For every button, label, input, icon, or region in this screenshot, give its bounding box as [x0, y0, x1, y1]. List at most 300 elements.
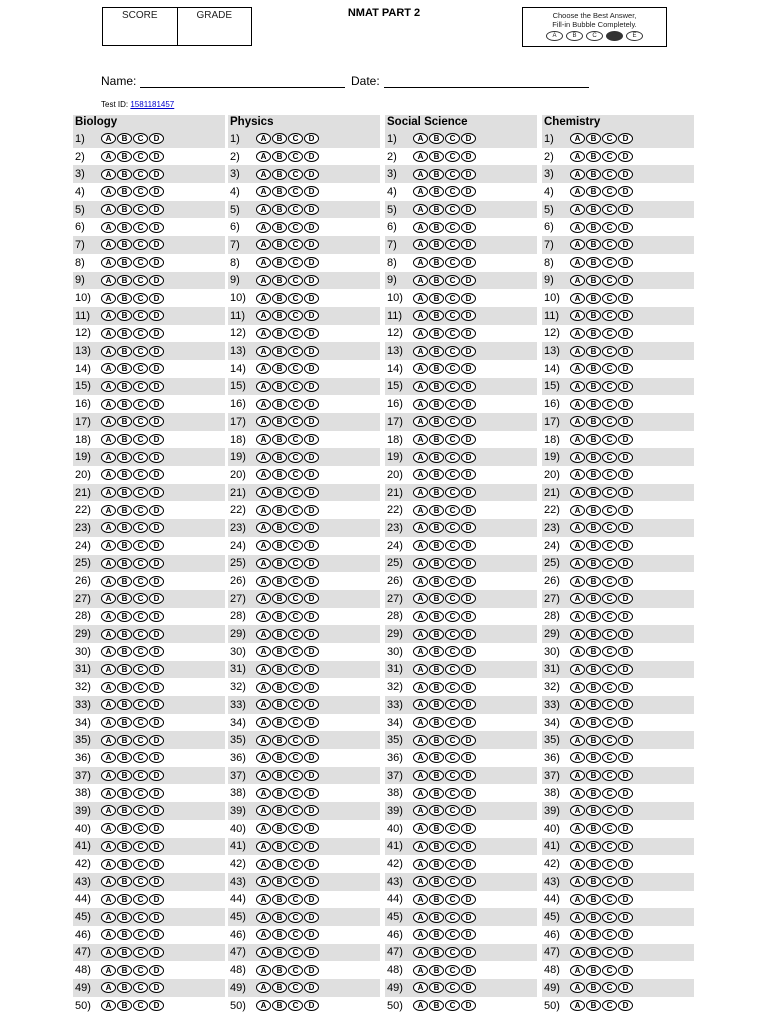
bubble-b[interactable]: B: [272, 540, 287, 551]
bubble-d[interactable]: D: [461, 664, 476, 675]
bubble-c[interactable]: C: [288, 381, 303, 392]
bubble-d[interactable]: D: [618, 576, 633, 587]
bubble-d[interactable]: D: [304, 239, 319, 250]
bubble-c[interactable]: C: [445, 169, 460, 180]
bubble-d[interactable]: D: [304, 505, 319, 516]
bubble-a[interactable]: A: [101, 699, 116, 710]
bubble-d[interactable]: D: [304, 859, 319, 870]
bubble-a[interactable]: A: [101, 293, 116, 304]
bubble-a[interactable]: A: [570, 699, 585, 710]
bubble-b[interactable]: B: [117, 487, 132, 498]
bubble-a[interactable]: A: [413, 823, 428, 834]
bubble-b[interactable]: B: [586, 982, 601, 993]
bubble-c[interactable]: C: [445, 859, 460, 870]
bubble-b[interactable]: B: [429, 522, 444, 533]
bubble-d[interactable]: D: [618, 293, 633, 304]
bubble-a[interactable]: A: [256, 770, 271, 781]
bubble-d[interactable]: D: [461, 328, 476, 339]
bubble-c[interactable]: C: [288, 169, 303, 180]
bubble-c[interactable]: C: [288, 1000, 303, 1011]
bubble-a[interactable]: A: [570, 894, 585, 905]
bubble-b[interactable]: B: [429, 717, 444, 728]
bubble-a[interactable]: A: [256, 540, 271, 551]
bubble-c[interactable]: C: [288, 699, 303, 710]
bubble-c[interactable]: C: [602, 133, 617, 144]
bubble-c[interactable]: C: [602, 310, 617, 321]
bubble-b[interactable]: B: [272, 912, 287, 923]
bubble-b[interactable]: B: [429, 363, 444, 374]
bubble-c[interactable]: C: [445, 929, 460, 940]
bubble-b[interactable]: B: [586, 576, 601, 587]
bubble-d[interactable]: D: [149, 257, 164, 268]
bubble-b[interactable]: B: [429, 965, 444, 976]
bubble-c[interactable]: C: [288, 310, 303, 321]
bubble-a[interactable]: A: [101, 965, 116, 976]
bubble-d[interactable]: D: [618, 522, 633, 533]
bubble-a[interactable]: A: [256, 399, 271, 410]
bubble-a[interactable]: A: [101, 505, 116, 516]
bubble-a[interactable]: A: [101, 222, 116, 233]
bubble-d[interactable]: D: [461, 770, 476, 781]
bubble-b[interactable]: B: [117, 646, 132, 657]
bubble-a[interactable]: A: [413, 859, 428, 870]
bubble-b[interactable]: B: [272, 469, 287, 480]
bubble-a[interactable]: A: [101, 1000, 116, 1011]
bubble-d[interactable]: D: [304, 310, 319, 321]
bubble-c[interactable]: C: [288, 540, 303, 551]
bubble-a[interactable]: A: [101, 381, 116, 392]
bubble-b[interactable]: B: [117, 699, 132, 710]
bubble-c[interactable]: C: [288, 982, 303, 993]
bubble-c[interactable]: C: [133, 239, 148, 250]
bubble-c[interactable]: C: [445, 752, 460, 763]
bubble-d[interactable]: D: [149, 293, 164, 304]
bubble-c[interactable]: C: [445, 876, 460, 887]
bubble-a[interactable]: A: [256, 363, 271, 374]
bubble-d[interactable]: D: [149, 469, 164, 480]
bubble-d[interactable]: D: [461, 876, 476, 887]
bubble-a[interactable]: A: [256, 629, 271, 640]
bubble-b[interactable]: B: [117, 151, 132, 162]
bubble-c[interactable]: C: [445, 204, 460, 215]
bubble-a[interactable]: A: [413, 752, 428, 763]
bubble-c[interactable]: C: [602, 434, 617, 445]
bubble-d[interactable]: D: [149, 982, 164, 993]
bubble-d[interactable]: D: [461, 1000, 476, 1011]
bubble-c[interactable]: C: [288, 629, 303, 640]
bubble-c[interactable]: C: [602, 717, 617, 728]
bubble-a[interactable]: A: [413, 805, 428, 816]
bubble-d[interactable]: D: [304, 558, 319, 569]
bubble-a[interactable]: A: [256, 929, 271, 940]
bubble-d[interactable]: D: [149, 186, 164, 197]
bubble-b[interactable]: B: [117, 629, 132, 640]
bubble-c[interactable]: C: [445, 646, 460, 657]
bubble-c[interactable]: C: [288, 452, 303, 463]
bubble-b[interactable]: B: [429, 682, 444, 693]
bubble-b[interactable]: B: [429, 646, 444, 657]
bubble-c[interactable]: C: [288, 805, 303, 816]
bubble-c[interactable]: C: [133, 717, 148, 728]
bubble-b[interactable]: B: [117, 982, 132, 993]
bubble-c[interactable]: C: [288, 841, 303, 852]
bubble-a[interactable]: A: [101, 859, 116, 870]
bubble-d[interactable]: D: [149, 682, 164, 693]
bubble-b[interactable]: B: [117, 823, 132, 834]
bubble-c[interactable]: C: [445, 611, 460, 622]
bubble-d[interactable]: D: [618, 629, 633, 640]
bubble-b[interactable]: B: [272, 328, 287, 339]
bubble-c[interactable]: C: [133, 522, 148, 533]
bubble-a[interactable]: A: [101, 204, 116, 215]
bubble-d[interactable]: D: [618, 929, 633, 940]
bubble-c[interactable]: C: [133, 204, 148, 215]
bubble-a[interactable]: A: [413, 593, 428, 604]
bubble-a[interactable]: A: [101, 752, 116, 763]
bubble-c[interactable]: C: [445, 275, 460, 286]
bubble-a[interactable]: A: [413, 346, 428, 357]
bubble-b[interactable]: B: [272, 593, 287, 604]
bubble-d[interactable]: D: [304, 699, 319, 710]
bubble-a[interactable]: A: [413, 912, 428, 923]
bubble-b[interactable]: B: [586, 452, 601, 463]
bubble-d[interactable]: D: [149, 363, 164, 374]
bubble-c[interactable]: C: [445, 469, 460, 480]
bubble-d[interactable]: D: [618, 505, 633, 516]
bubble-a[interactable]: A: [570, 505, 585, 516]
bubble-d[interactable]: D: [618, 752, 633, 763]
bubble-b[interactable]: B: [586, 947, 601, 958]
bubble-a[interactable]: A: [256, 859, 271, 870]
bubble-d[interactable]: D: [461, 576, 476, 587]
bubble-a[interactable]: A: [101, 664, 116, 675]
bubble-a[interactable]: A: [256, 434, 271, 445]
bubble-b[interactable]: B: [586, 169, 601, 180]
bubble-a[interactable]: A: [256, 151, 271, 162]
bubble-b[interactable]: B: [586, 416, 601, 427]
bubble-a[interactable]: A: [570, 929, 585, 940]
bubble-c[interactable]: C: [133, 965, 148, 976]
bubble-d[interactable]: D: [618, 859, 633, 870]
bubble-a[interactable]: A: [256, 965, 271, 976]
bubble-a[interactable]: A: [570, 151, 585, 162]
bubble-d[interactable]: D: [618, 469, 633, 480]
bubble-c[interactable]: C: [133, 434, 148, 445]
bubble-c[interactable]: C: [445, 452, 460, 463]
bubble-a[interactable]: A: [570, 912, 585, 923]
bubble-a[interactable]: A: [101, 682, 116, 693]
bubble-c[interactable]: C: [445, 912, 460, 923]
bubble-b[interactable]: B: [117, 416, 132, 427]
bubble-d[interactable]: D: [618, 558, 633, 569]
bubble-c[interactable]: C: [288, 416, 303, 427]
bubble-d[interactable]: D: [304, 151, 319, 162]
bubble-a[interactable]: A: [413, 257, 428, 268]
bubble-a[interactable]: A: [570, 328, 585, 339]
bubble-a[interactable]: A: [256, 876, 271, 887]
bubble-d[interactable]: D: [149, 558, 164, 569]
bubble-c[interactable]: C: [445, 823, 460, 834]
bubble-a[interactable]: A: [101, 947, 116, 958]
bubble-a[interactable]: A: [413, 894, 428, 905]
bubble-b[interactable]: B: [429, 275, 444, 286]
bubble-b[interactable]: B: [272, 239, 287, 250]
bubble-b[interactable]: B: [117, 770, 132, 781]
bubble-b[interactable]: B: [429, 859, 444, 870]
bubble-d[interactable]: D: [149, 823, 164, 834]
bubble-d[interactable]: D: [461, 310, 476, 321]
bubble-d[interactable]: D: [304, 823, 319, 834]
bubble-d[interactable]: D: [461, 912, 476, 923]
bubble-c[interactable]: C: [133, 752, 148, 763]
bubble-c[interactable]: C: [133, 947, 148, 958]
bubble-a[interactable]: A: [101, 151, 116, 162]
bubble-b[interactable]: B: [272, 699, 287, 710]
bubble-c[interactable]: C: [445, 717, 460, 728]
bubble-a[interactable]: A: [570, 823, 585, 834]
bubble-b[interactable]: B: [272, 929, 287, 940]
bubble-b[interactable]: B: [586, 381, 601, 392]
bubble-c[interactable]: C: [602, 469, 617, 480]
bubble-c[interactable]: C: [602, 947, 617, 958]
bubble-d[interactable]: D: [149, 310, 164, 321]
bubble-b[interactable]: B: [586, 699, 601, 710]
bubble-d[interactable]: D: [149, 239, 164, 250]
bubble-b[interactable]: B: [117, 752, 132, 763]
bubble-b[interactable]: B: [429, 576, 444, 587]
bubble-b[interactable]: B: [429, 133, 444, 144]
bubble-c[interactable]: C: [602, 788, 617, 799]
bubble-b[interactable]: B: [586, 717, 601, 728]
bubble-d[interactable]: D: [618, 1000, 633, 1011]
bubble-b[interactable]: B: [117, 859, 132, 870]
bubble-a[interactable]: A: [101, 805, 116, 816]
bubble-c[interactable]: C: [602, 859, 617, 870]
bubble-c[interactable]: C: [288, 434, 303, 445]
bubble-b[interactable]: B: [429, 664, 444, 675]
bubble-a[interactable]: A: [570, 169, 585, 180]
bubble-d[interactable]: D: [304, 912, 319, 923]
bubble-c[interactable]: C: [133, 1000, 148, 1011]
bubble-b[interactable]: B: [586, 522, 601, 533]
bubble-a[interactable]: A: [570, 664, 585, 675]
bubble-c[interactable]: C: [288, 522, 303, 533]
bubble-a[interactable]: A: [413, 222, 428, 233]
bubble-d[interactable]: D: [461, 611, 476, 622]
bubble-d[interactable]: D: [618, 169, 633, 180]
bubble-d[interactable]: D: [304, 752, 319, 763]
bubble-d[interactable]: D: [149, 717, 164, 728]
bubble-b[interactable]: B: [429, 416, 444, 427]
bubble-c[interactable]: C: [288, 876, 303, 887]
bubble-d[interactable]: D: [618, 841, 633, 852]
bubble-b[interactable]: B: [117, 682, 132, 693]
bubble-b[interactable]: B: [272, 416, 287, 427]
bubble-c[interactable]: C: [133, 275, 148, 286]
bubble-d[interactable]: D: [304, 293, 319, 304]
bubble-d[interactable]: D: [304, 487, 319, 498]
bubble-a[interactable]: A: [101, 788, 116, 799]
bubble-a[interactable]: A: [256, 346, 271, 357]
bubble-d[interactable]: D: [304, 788, 319, 799]
bubble-b[interactable]: B: [586, 487, 601, 498]
bubble-c[interactable]: C: [445, 558, 460, 569]
bubble-a[interactable]: A: [101, 257, 116, 268]
bubble-a[interactable]: A: [413, 381, 428, 392]
bubble-c[interactable]: C: [602, 399, 617, 410]
bubble-a[interactable]: A: [570, 434, 585, 445]
bubble-d[interactable]: D: [149, 133, 164, 144]
bubble-c[interactable]: C: [445, 293, 460, 304]
bubble-c[interactable]: C: [602, 876, 617, 887]
bubble-c[interactable]: C: [602, 293, 617, 304]
bubble-a[interactable]: A: [570, 469, 585, 480]
bubble-a[interactable]: A: [570, 682, 585, 693]
bubble-b[interactable]: B: [117, 929, 132, 940]
bubble-d[interactable]: D: [304, 894, 319, 905]
bubble-c[interactable]: C: [133, 876, 148, 887]
bubble-b[interactable]: B: [272, 982, 287, 993]
bubble-d[interactable]: D: [461, 735, 476, 746]
bubble-c[interactable]: C: [288, 133, 303, 144]
bubble-a[interactable]: A: [256, 664, 271, 675]
bubble-a[interactable]: A: [570, 611, 585, 622]
bubble-c[interactable]: C: [445, 505, 460, 516]
bubble-d[interactable]: D: [304, 169, 319, 180]
bubble-d[interactable]: D: [461, 894, 476, 905]
bubble-c[interactable]: C: [288, 204, 303, 215]
bubble-d[interactable]: D: [304, 664, 319, 675]
bubble-d[interactable]: D: [304, 275, 319, 286]
bubble-d[interactable]: D: [149, 912, 164, 923]
bubble-c[interactable]: C: [445, 682, 460, 693]
bubble-a[interactable]: A: [570, 805, 585, 816]
bubble-c[interactable]: C: [133, 894, 148, 905]
bubble-a[interactable]: A: [413, 328, 428, 339]
bubble-c[interactable]: C: [288, 186, 303, 197]
bubble-a[interactable]: A: [256, 558, 271, 569]
bubble-b[interactable]: B: [429, 823, 444, 834]
bubble-b[interactable]: B: [272, 186, 287, 197]
bubble-b[interactable]: B: [586, 540, 601, 551]
bubble-b[interactable]: B: [117, 912, 132, 923]
bubble-c[interactable]: C: [288, 505, 303, 516]
bubble-b[interactable]: B: [586, 593, 601, 604]
bubble-b[interactable]: B: [117, 204, 132, 215]
bubble-a[interactable]: A: [413, 664, 428, 675]
bubble-d[interactable]: D: [461, 682, 476, 693]
bubble-b[interactable]: B: [272, 805, 287, 816]
bubble-b[interactable]: B: [429, 346, 444, 357]
bubble-a[interactable]: A: [570, 346, 585, 357]
bubble-b[interactable]: B: [429, 1000, 444, 1011]
bubble-c[interactable]: C: [602, 593, 617, 604]
bubble-c[interactable]: C: [445, 239, 460, 250]
bubble-b[interactable]: B: [429, 381, 444, 392]
bubble-d[interactable]: D: [461, 522, 476, 533]
bubble-d[interactable]: D: [461, 947, 476, 958]
bubble-c[interactable]: C: [602, 699, 617, 710]
bubble-a[interactable]: A: [256, 788, 271, 799]
bubble-c[interactable]: C: [288, 965, 303, 976]
bubble-c[interactable]: C: [288, 912, 303, 923]
bubble-b[interactable]: B: [272, 947, 287, 958]
bubble-a[interactable]: A: [570, 717, 585, 728]
bubble-b[interactable]: B: [272, 664, 287, 675]
bubble-b[interactable]: B: [272, 452, 287, 463]
bubble-a[interactable]: A: [413, 982, 428, 993]
bubble-a[interactable]: A: [570, 363, 585, 374]
bubble-c[interactable]: C: [445, 982, 460, 993]
bubble-a[interactable]: A: [256, 293, 271, 304]
bubble-c[interactable]: C: [133, 576, 148, 587]
bubble-b[interactable]: B: [272, 1000, 287, 1011]
bubble-a[interactable]: A: [570, 310, 585, 321]
bubble-a[interactable]: A: [413, 469, 428, 480]
bubble-b[interactable]: B: [429, 947, 444, 958]
bubble-d[interactable]: D: [618, 239, 633, 250]
bubble-d[interactable]: D: [461, 204, 476, 215]
bubble-d[interactable]: D: [461, 629, 476, 640]
bubble-d[interactable]: D: [304, 522, 319, 533]
bubble-a[interactable]: A: [570, 982, 585, 993]
bubble-c[interactable]: C: [602, 416, 617, 427]
bubble-b[interactable]: B: [272, 204, 287, 215]
bubble-a[interactable]: A: [413, 522, 428, 533]
bubble-d[interactable]: D: [149, 275, 164, 286]
bubble-b[interactable]: B: [272, 310, 287, 321]
bubble-c[interactable]: C: [445, 947, 460, 958]
bubble-d[interactable]: D: [149, 222, 164, 233]
bubble-d[interactable]: D: [618, 894, 633, 905]
bubble-d[interactable]: D: [149, 735, 164, 746]
bubble-c[interactable]: C: [445, 416, 460, 427]
bubble-d[interactable]: D: [618, 788, 633, 799]
bubble-c[interactable]: C: [133, 611, 148, 622]
bubble-a[interactable]: A: [256, 699, 271, 710]
bubble-b[interactable]: B: [117, 894, 132, 905]
bubble-d[interactable]: D: [461, 151, 476, 162]
bubble-c[interactable]: C: [445, 805, 460, 816]
bubble-a[interactable]: A: [256, 611, 271, 622]
bubble-b[interactable]: B: [586, 222, 601, 233]
bubble-b[interactable]: B: [586, 133, 601, 144]
bubble-d[interactable]: D: [149, 169, 164, 180]
bubble-b[interactable]: B: [272, 222, 287, 233]
bubble-d[interactable]: D: [304, 770, 319, 781]
bubble-c[interactable]: C: [602, 487, 617, 498]
bubble-b[interactable]: B: [429, 222, 444, 233]
bubble-d[interactable]: D: [304, 416, 319, 427]
bubble-a[interactable]: A: [570, 629, 585, 640]
bubble-c[interactable]: C: [445, 257, 460, 268]
bubble-c[interactable]: C: [288, 947, 303, 958]
bubble-a[interactable]: A: [570, 186, 585, 197]
bubble-d[interactable]: D: [461, 293, 476, 304]
bubble-c[interactable]: C: [133, 151, 148, 162]
bubble-b[interactable]: B: [272, 434, 287, 445]
bubble-a[interactable]: A: [570, 646, 585, 657]
bubble-a[interactable]: A: [570, 275, 585, 286]
bubble-a[interactable]: A: [570, 239, 585, 250]
bubble-b[interactable]: B: [272, 752, 287, 763]
bubble-c[interactable]: C: [445, 151, 460, 162]
bubble-d[interactable]: D: [149, 505, 164, 516]
bubble-c[interactable]: C: [602, 770, 617, 781]
bubble-b[interactable]: B: [586, 310, 601, 321]
bubble-c[interactable]: C: [445, 788, 460, 799]
bubble-c[interactable]: C: [445, 487, 460, 498]
